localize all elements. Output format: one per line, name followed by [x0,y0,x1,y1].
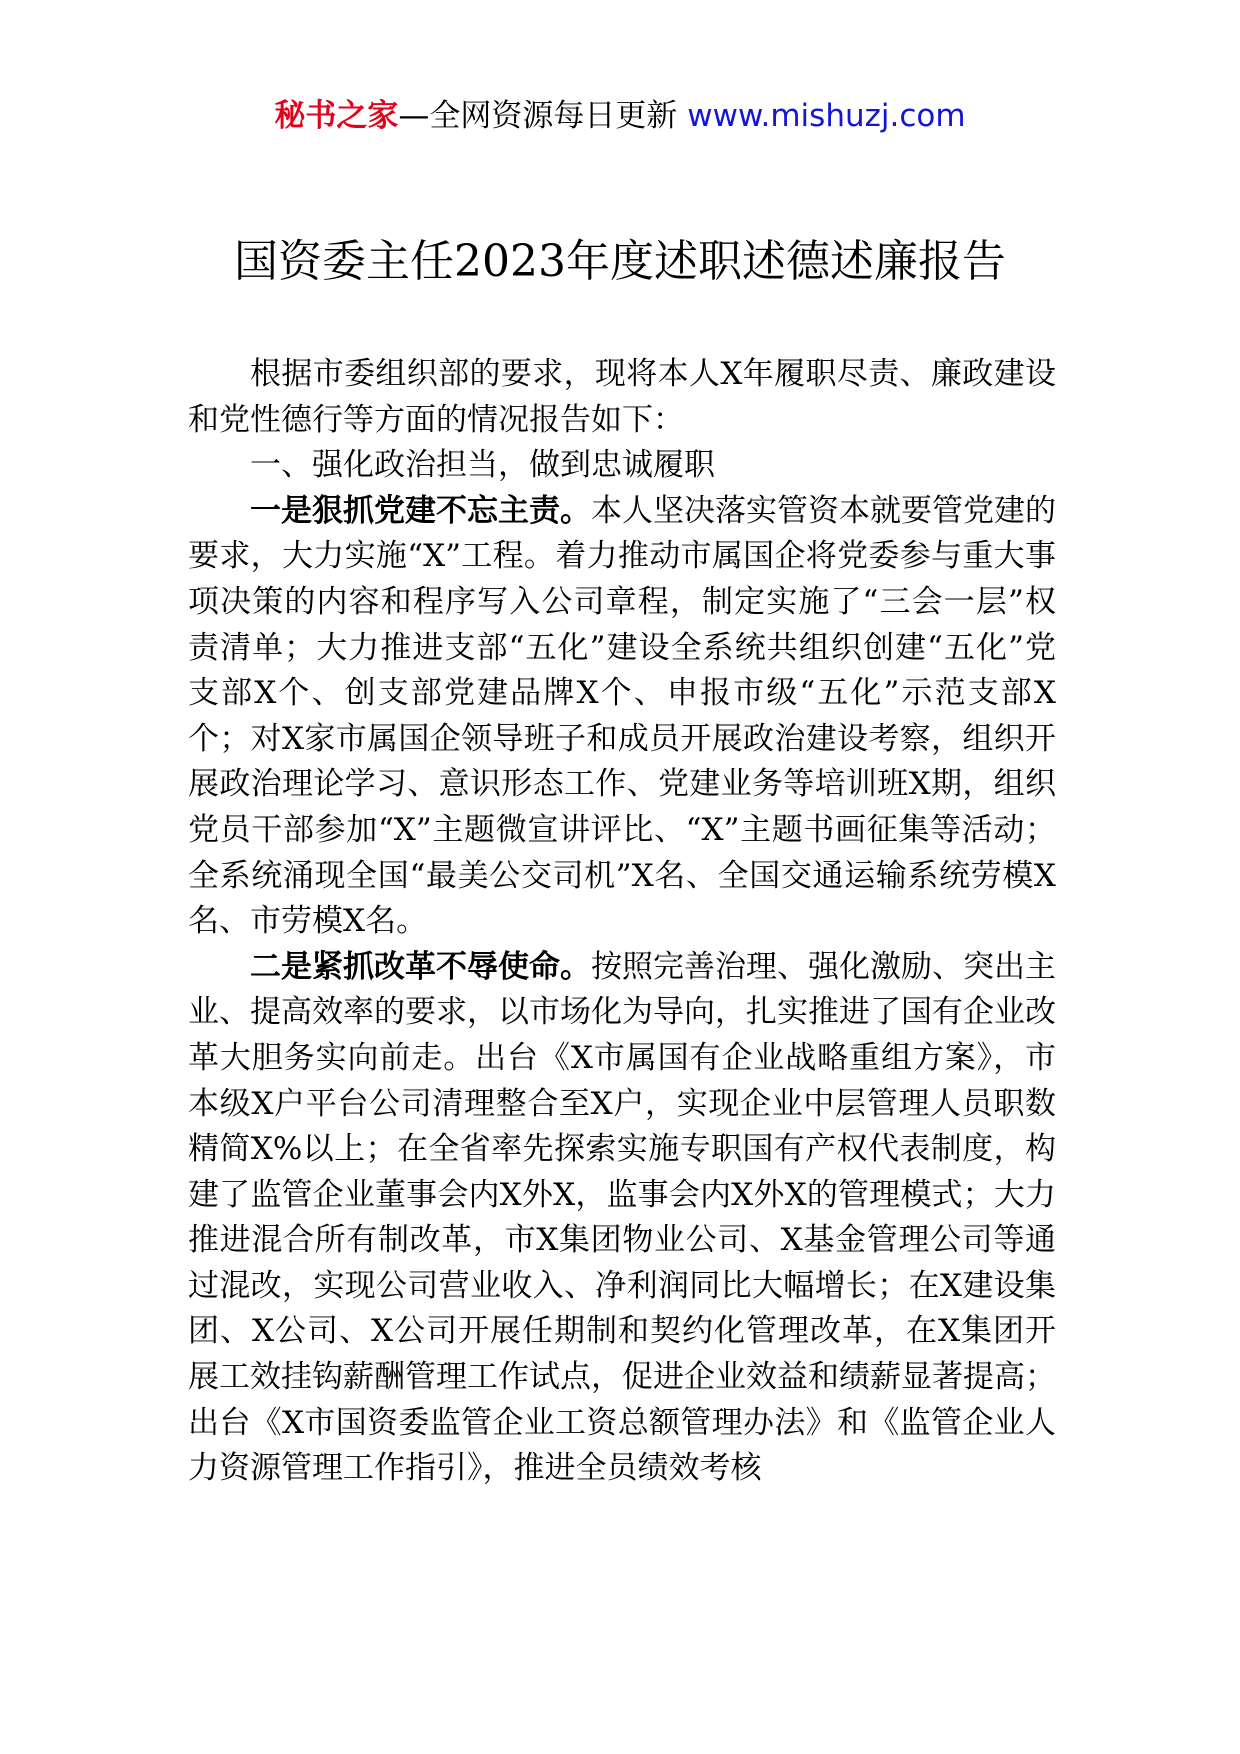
paragraph-text: 本人坚决落实管资本就要管党建的要求，大力实施“X”工程。着力推动市属国企将党委参与重大事项决策的内容和程序写入公司章程，制定实施了“三会一层”权责清单；大力推进支部“五化”建设全系统共组织创建“五化”党支部X个、创支部党建品牌X个、申报市级“五化”示范支部X个；对X家市属国企领导班子和成员开展政治建设考察，组织开展政治理论学习、意识形态工作、党建业务等培训班X期，组织党员干部参加“X”主题微宣讲评比、“X”主题书画征集等活动；全系统涌现全国“最美公交司机”X名、全国交通运输系统劳模X名、市劳模X名。 [188,492,1056,940]
paragraph-lead: 二是紧抓改革不辱使命。 [250,948,591,985]
paragraph-party-building [188,489,1056,945]
site-brand: 秘书之家 [274,98,399,134]
document-body [188,352,1056,1492]
site-url-link[interactable]: www.mishuzj.com [687,98,966,134]
site-tagline: —全网资源每日更新 [398,98,688,134]
intro-paragraph: 根据市委组织部的要求，现将本人X年履职尽责、廉政建设和党性德行等方面的情况报告如下： [188,356,1056,438]
paragraph-lead: 一是狠抓党建不忘主责。 [250,492,591,529]
site-header [0,96,1240,136]
paragraph-text: 按照完善治理、强化激励、突出主业、提高效率的要求，以市场化为导向，扎实推进了国有企业改革大胆务实向前走。出台《X市属国有企业战略重组方案》，市本级X户平台公司清理整合至X户，实现企业中层管理人员职数精简X%以上；在全省率先探索实施专职国有产权代表制度，构建了监管企业董事会内X外X，监事会内X外X的管理模式；大力推进混合所有制改革，市X集团物业公司、X基金管理公司等通过混改，实现公司营业收入、净利润同比大幅增长；在X建设集团、X公司、X公司开展任期制和契约化管理改革，在X集团开展工效挂钩薪酬管理工作试点，促进企业效益和绩薪显著提高；出台《X市国资委监管企业工资总额管理办法》和《监管企业人力资源管理工作指引》，推进全员绩效考核 [188,948,1056,1487]
document-title: 国资委主任2023年度述职述德述廉报告 [234,236,1006,287]
section-heading: 一、强化政治担当，做到忠诚履职 [250,447,715,484]
paragraph-reform [188,945,1056,1492]
